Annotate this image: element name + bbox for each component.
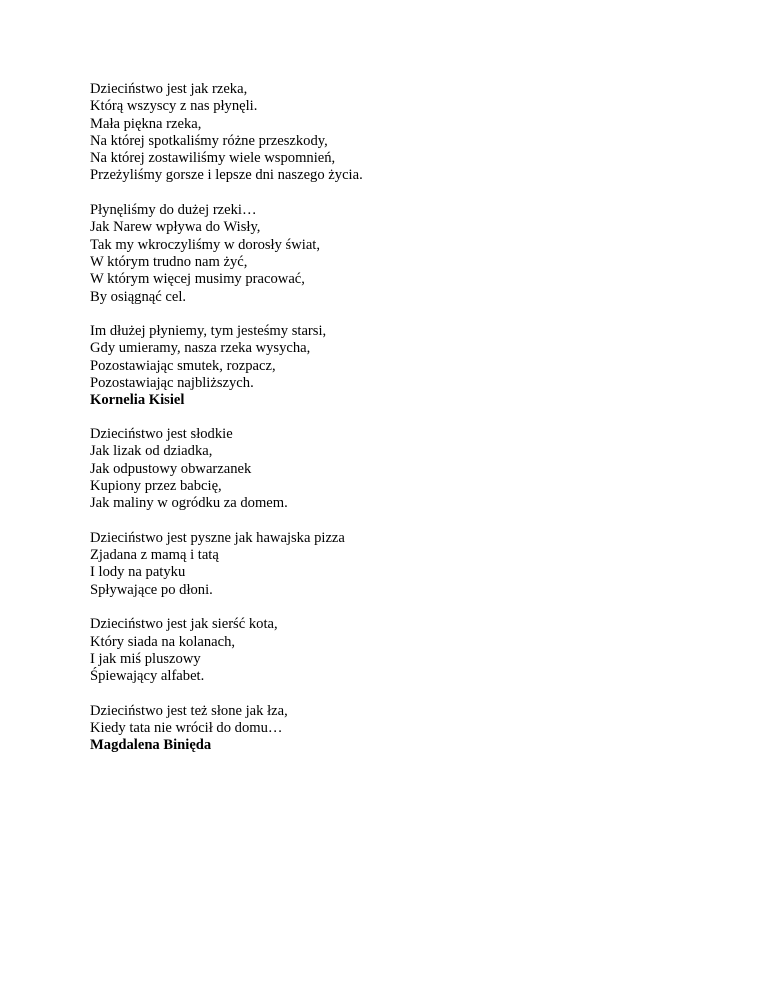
poem-line: Przeżyliśmy gorsze i lepsze dni naszego życia.	[90, 167, 363, 184]
poem-line: Dzieciństwo jest jak rzeka,	[90, 81, 248, 97]
poem	[90, 81, 363, 410]
poem	[90, 426, 345, 755]
poem-line: Mała piękna rzeka,	[90, 115, 202, 132]
poem-line: Gdy umieramy, nasza rzeka wysycha,	[90, 340, 311, 357]
poem-author: Kornelia Kisiel	[90, 392, 185, 409]
stanza	[90, 530, 345, 599]
poem-line: Kupiony przez babcię,	[90, 477, 222, 494]
poem-line: I lody na patyku	[90, 564, 186, 581]
poem-line: Kiedy tata nie wrócił do domu…	[90, 720, 283, 737]
poem-line: I jak miś pluszowy	[90, 650, 201, 667]
poem-line: Na której zostawiliśmy wiele wspomnień,	[90, 150, 336, 167]
poem-line: Na której spotkaliśmy różne przeszkody,	[90, 132, 328, 149]
stanza	[90, 703, 345, 755]
poem-line: Który siada na kolanach,	[90, 633, 236, 650]
poem-line: W którym trudno nam żyć,	[90, 253, 248, 270]
poem-line: Jak maliny w ogródku za domem.	[90, 495, 288, 512]
poem-line: Dzieciństwo jest pyszne jak hawajska pizza	[90, 529, 345, 546]
poem-line: Dzieciństwo jest też słone jak łza,	[90, 702, 288, 719]
poem-line: Zjadana z mamą i tatą	[90, 547, 219, 564]
poem-line: Spływające po dłoni.	[90, 581, 213, 598]
poem-line: Jak Narew wpływa do Wisły,	[90, 219, 261, 236]
poem-line: Śpiewający alfabet.	[90, 668, 205, 685]
stanza	[90, 81, 363, 185]
stanza	[90, 426, 345, 512]
poem-line: Pozostawiając najbliższych.	[90, 375, 254, 392]
poem-line: Jak odpustowy obwarzanek	[90, 460, 252, 477]
poem-line: Dzieciństwo jest jak sierść kota,	[90, 616, 278, 633]
poem-line: Pozostawiając smutek, rozpacz,	[90, 357, 276, 374]
poem-line: By osiągnąć cel.	[90, 288, 187, 305]
poem-line: Im dłużej płyniemy, tym jesteśmy starsi,	[90, 323, 327, 340]
stanza	[90, 202, 363, 306]
poem-line: Którą wszyscy z nas płynęli.	[90, 98, 258, 115]
poem-line: W którym więcej musimy pracować,	[90, 271, 305, 288]
poem-line: Dzieciństwo jest słodkie	[90, 426, 233, 442]
poem-author: Magdalena Binięda	[90, 737, 212, 754]
poem-line: Jak lizak od dziadka,	[90, 443, 213, 460]
poem-line: Płynęliśmy do dużej rzeki…	[90, 202, 257, 219]
stanza	[90, 616, 345, 685]
stanza	[90, 323, 363, 409]
poem-line: Tak my wkroczyliśmy w dorosły świat,	[90, 236, 321, 253]
